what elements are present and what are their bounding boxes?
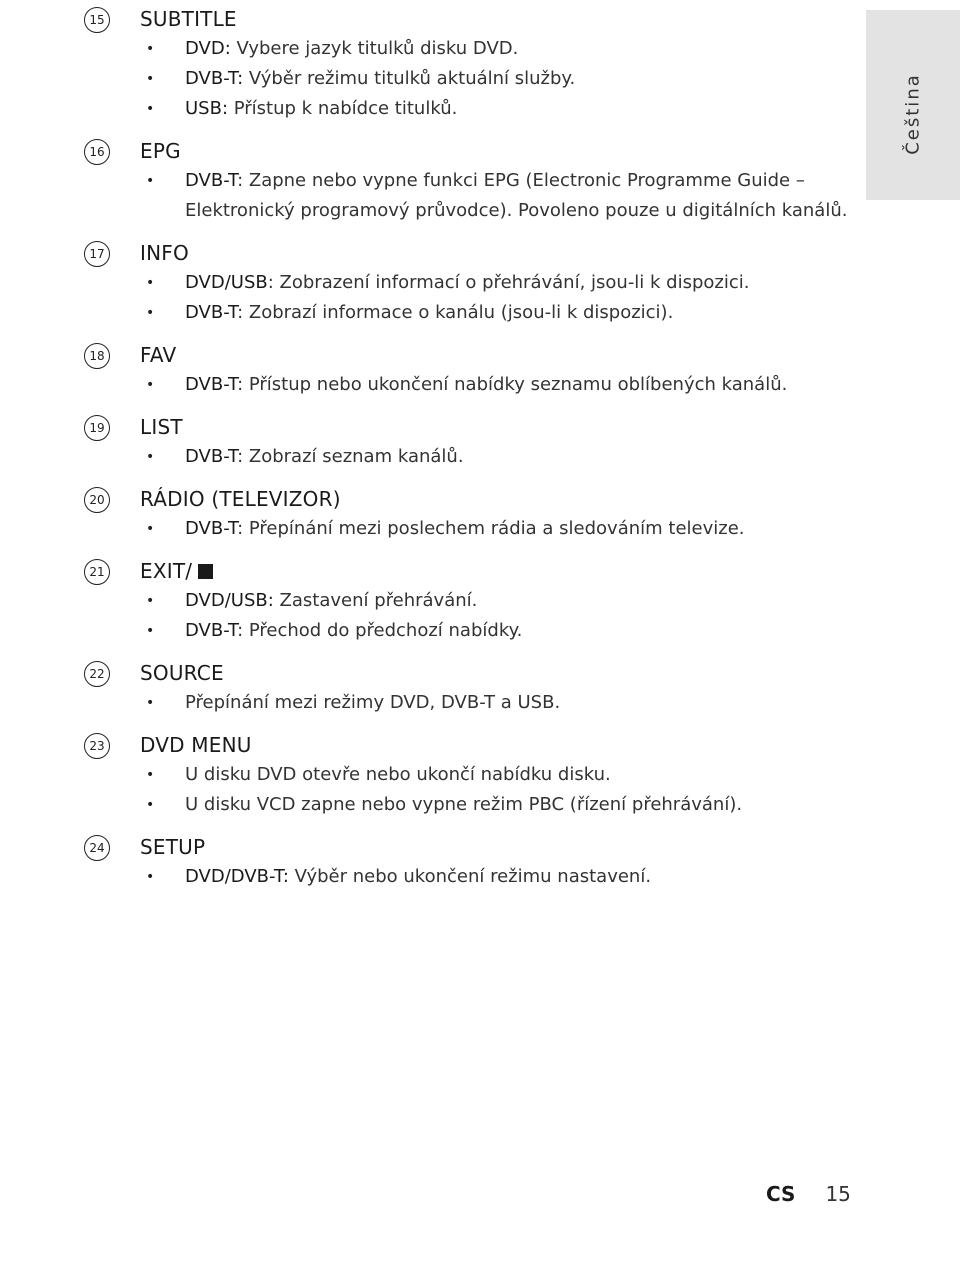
- page-number: 15: [825, 1182, 851, 1206]
- section-title: [140, 559, 213, 583]
- item-text: : Zobrazení informací o přehrávání, jsou-li k dispozici.: [267, 272, 750, 293]
- section-list: [84, 412, 854, 472]
- section-title: INFO: [140, 241, 189, 265]
- item-label: DVB-T: [185, 170, 238, 191]
- item-text: Přepínání mezi režimy DVD, DVB-T a USB.: [185, 692, 561, 713]
- item-label: DVD/USB: [185, 272, 268, 293]
- item-label: DVB-T: [185, 620, 238, 641]
- list-item: [84, 514, 854, 544]
- section-title: RÁDIO (TELEVIZOR): [140, 487, 341, 511]
- list-item: [84, 298, 854, 328]
- language-tab-label: Čeština: [902, 73, 924, 155]
- item-number-badge: 19: [84, 415, 110, 441]
- section-title: LIST: [140, 415, 183, 439]
- section-epg: [84, 136, 854, 226]
- item-number-badge: 24: [84, 835, 110, 861]
- item-number-badge: 15: [84, 7, 110, 33]
- item-text: U disku DVD otevře nebo ukončí nabídku disku.: [185, 764, 611, 785]
- list-item: [84, 268, 854, 298]
- item-label: DVB-T: [185, 518, 238, 539]
- section-title: SUBTITLE: [140, 7, 237, 31]
- item-number-badge: 18: [84, 343, 110, 369]
- item-text: Vybere jazyk titulků disku DVD.: [230, 38, 519, 59]
- section-setup: [84, 832, 854, 892]
- item-text: : Zobrazí seznam kanálů.: [237, 446, 464, 467]
- list-item: [84, 94, 854, 124]
- section-title: EPG: [140, 139, 181, 163]
- item-number-badge: 23: [84, 733, 110, 759]
- item-label: DVB-T:: [185, 68, 244, 89]
- item-text: : Přístup nebo ukončení nabídky seznamu oblíbených kanálů.: [237, 374, 788, 395]
- stop-icon: [198, 564, 213, 579]
- item-text: Přístup k nabídce titulků.: [228, 98, 458, 119]
- item-number-badge: 16: [84, 139, 110, 165]
- section-title: FAV: [140, 343, 177, 367]
- item-label: DVD:: [185, 38, 231, 59]
- page-footer: [766, 1182, 851, 1206]
- item-text: : Přepínání mezi poslechem rádia a sledováním televize.: [237, 518, 745, 539]
- list-item: [84, 760, 854, 790]
- item-number-badge: 22: [84, 661, 110, 687]
- footer-language-code: CS: [766, 1182, 796, 1206]
- button-descriptions: [84, 4, 854, 904]
- list-item: [84, 166, 854, 226]
- section-title-text: EXIT/: [140, 559, 193, 583]
- item-label: DVB-T: [185, 446, 238, 467]
- language-tab: [866, 10, 960, 200]
- item-label: USB:: [185, 98, 229, 119]
- section-dvd-menu: [84, 730, 854, 820]
- list-item: [84, 688, 854, 718]
- list-item: [84, 616, 854, 646]
- list-item: [84, 862, 854, 892]
- section-subtitle: [84, 4, 854, 124]
- item-text: U disku VCD zapne nebo vypne režim PBC (řízení přehrávání).: [185, 794, 743, 815]
- item-text: : Zobrazí informace o kanálu (jsou-li k dispozici).: [237, 302, 674, 323]
- section-radio: [84, 484, 854, 544]
- section-title: DVD MENU: [140, 733, 252, 757]
- item-number-badge: 20: [84, 487, 110, 513]
- item-text: Zastavení přehrávání.: [273, 590, 478, 611]
- section-fav: [84, 340, 854, 400]
- section-title: SETUP: [140, 835, 206, 859]
- list-item: [84, 34, 854, 64]
- list-item: [84, 442, 854, 472]
- item-number-badge: 17: [84, 241, 110, 267]
- section-exit: [84, 556, 854, 646]
- section-info: [84, 238, 854, 328]
- item-text: : Přechod do předchozí nabídky.: [237, 620, 523, 641]
- section-title: SOURCE: [140, 661, 224, 685]
- item-label: DVB-T: [185, 374, 238, 395]
- item-text: Výběr nebo ukončení režimu nastavení.: [288, 866, 652, 887]
- item-number-badge: 21: [84, 559, 110, 585]
- list-item: [84, 64, 854, 94]
- item-label: DVB-T: [185, 302, 238, 323]
- item-label: DVD/USB:: [185, 590, 274, 611]
- section-source: [84, 658, 854, 718]
- item-text: : Zapne nebo vypne funkci EPG (Electronic Programme Guide – Elektronický programový průvodce). Povoleno pouze u digitálních kanálů.: [185, 170, 848, 221]
- list-item: [84, 790, 854, 820]
- item-label: DVD/DVB-T:: [185, 866, 289, 887]
- item-text: Výběr režimu titulků aktuální služby.: [243, 68, 576, 89]
- list-item: [84, 586, 854, 616]
- list-item: [84, 370, 854, 400]
